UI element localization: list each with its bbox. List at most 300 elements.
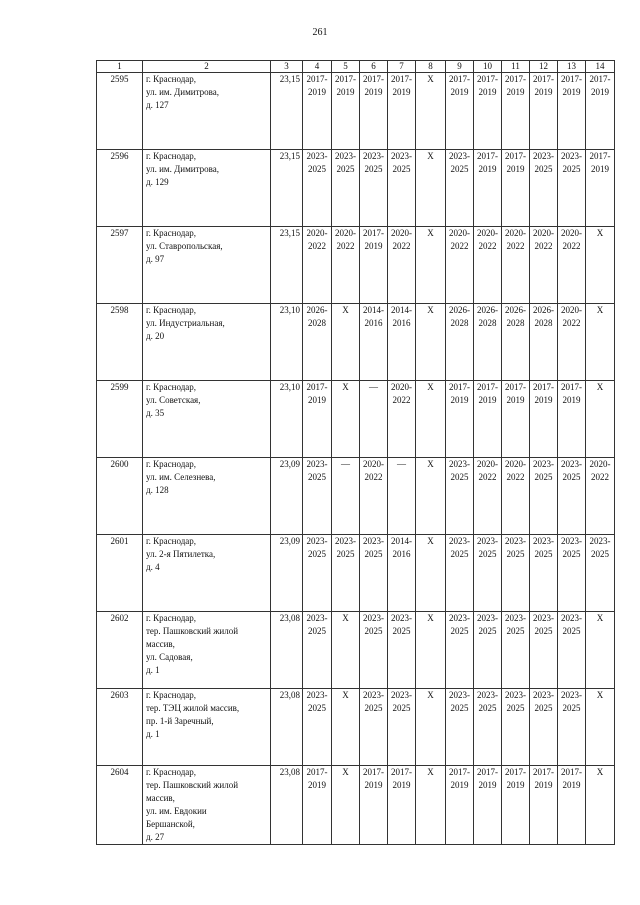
row-number: 2595 bbox=[97, 73, 143, 150]
period-cell bbox=[502, 304, 530, 381]
row-number: 2604 bbox=[97, 766, 143, 845]
address-line: ул. им. Евдокии bbox=[146, 806, 207, 816]
period-text: 2022 bbox=[506, 241, 525, 251]
period-cell bbox=[360, 304, 388, 381]
period-text: 2023- bbox=[561, 459, 582, 469]
address-line: ул. Садовая, bbox=[146, 652, 193, 662]
period-text: 2019 bbox=[364, 780, 383, 790]
period-text: 2019 bbox=[308, 87, 326, 97]
column-header: 1 bbox=[97, 61, 143, 73]
column-header: 2 bbox=[143, 61, 271, 73]
period-text: 2023- bbox=[449, 690, 470, 700]
area-cell: 23,15 bbox=[271, 73, 303, 150]
address-line: тер. Пашковский жилой bbox=[146, 626, 239, 636]
period-text: 2023- bbox=[505, 690, 526, 700]
period-cell bbox=[360, 458, 388, 535]
period-cell bbox=[530, 535, 558, 612]
address-line: д. 128 bbox=[146, 485, 169, 495]
period-cell bbox=[416, 381, 446, 458]
column-header: 11 bbox=[502, 61, 530, 73]
period-text: 2023- bbox=[561, 690, 582, 700]
period-text: 2020- bbox=[391, 228, 412, 238]
table-row bbox=[97, 304, 615, 381]
period-text: 2025 bbox=[336, 164, 355, 174]
period-cell bbox=[388, 612, 416, 689]
period-text: 2023- bbox=[533, 151, 554, 161]
period-text: 2022 bbox=[562, 318, 581, 328]
period-text: 2025 bbox=[308, 626, 326, 636]
period-cell bbox=[502, 766, 530, 845]
area-cell: 23,15 bbox=[271, 150, 303, 227]
row-number: 2601 bbox=[97, 535, 143, 612]
period-text: 2025 bbox=[364, 549, 383, 559]
period-text: 2025 bbox=[506, 703, 525, 713]
period-cell bbox=[502, 535, 530, 612]
address-line: г. Краснодар, bbox=[146, 74, 197, 84]
period-text: 2022 bbox=[392, 241, 411, 251]
period-cell bbox=[446, 304, 474, 381]
period-text: 2025 bbox=[562, 472, 581, 482]
period-text: 2017- bbox=[335, 74, 356, 84]
period-text: 2017- bbox=[533, 74, 554, 84]
column-header: 10 bbox=[474, 61, 502, 73]
period-cell bbox=[416, 304, 446, 381]
row-number: 2596 bbox=[97, 150, 143, 227]
period-cell bbox=[474, 150, 502, 227]
period-cell bbox=[416, 535, 446, 612]
period-text: 2019 bbox=[591, 87, 609, 97]
period-cell bbox=[474, 612, 502, 689]
period-text: 2014- bbox=[391, 305, 412, 315]
period-cell bbox=[530, 73, 558, 150]
period-cell bbox=[360, 381, 388, 458]
period-text: 2022 bbox=[478, 241, 497, 251]
period-text: X bbox=[342, 613, 349, 623]
period-text: X bbox=[427, 690, 434, 700]
period-cell bbox=[303, 612, 332, 689]
period-cell bbox=[446, 227, 474, 304]
period-text: 2023- bbox=[505, 613, 526, 623]
address-line: Бершанской, bbox=[146, 819, 195, 829]
address-cell bbox=[143, 689, 271, 766]
address-line: ул. Ставропольская, bbox=[146, 241, 223, 251]
period-cell bbox=[474, 689, 502, 766]
column-header: 9 bbox=[446, 61, 474, 73]
address-line: д. 97 bbox=[146, 254, 165, 264]
period-text: 2025 bbox=[534, 472, 553, 482]
address-line: ул. 2-я Пятилетка, bbox=[146, 549, 216, 559]
period-text: 2023- bbox=[505, 536, 526, 546]
period-text: 2017- bbox=[561, 382, 582, 392]
period-text: X bbox=[342, 690, 349, 700]
period-cell bbox=[416, 689, 446, 766]
register-table bbox=[96, 60, 615, 845]
period-text: 2014- bbox=[363, 305, 384, 315]
period-text: X bbox=[596, 305, 604, 315]
period-text: 2020- bbox=[449, 228, 470, 238]
table-row bbox=[97, 381, 615, 458]
period-text: 2028 bbox=[506, 318, 525, 328]
period-cell bbox=[586, 381, 615, 458]
period-cell bbox=[360, 766, 388, 845]
area-cell: 23,08 bbox=[271, 612, 303, 689]
period-cell bbox=[388, 535, 416, 612]
period-cell bbox=[558, 766, 586, 845]
period-text: 2023- bbox=[306, 459, 328, 469]
address-line: г. Краснодар, bbox=[146, 228, 197, 238]
period-text: 2020- bbox=[505, 228, 526, 238]
address-cell bbox=[143, 150, 271, 227]
address-cell bbox=[143, 73, 271, 150]
period-text: 2017- bbox=[449, 382, 470, 392]
period-text: 2017- bbox=[477, 151, 498, 161]
period-text: 2022 bbox=[308, 241, 326, 251]
period-cell bbox=[586, 304, 615, 381]
period-text: 2025 bbox=[336, 549, 355, 559]
period-cell bbox=[530, 381, 558, 458]
table-row bbox=[97, 73, 615, 150]
period-cell bbox=[303, 535, 332, 612]
period-text: 2025 bbox=[562, 626, 581, 636]
period-cell bbox=[558, 304, 586, 381]
period-text: 2019 bbox=[534, 87, 553, 97]
period-text: 2023- bbox=[533, 690, 554, 700]
period-text: 2026- bbox=[306, 305, 328, 315]
column-header: 12 bbox=[530, 61, 558, 73]
period-text: 2023- bbox=[477, 613, 498, 623]
address-line: г. Краснодар, bbox=[146, 459, 197, 469]
address-line: тер. ТЭЦ жилой массив, bbox=[146, 703, 240, 713]
table-row bbox=[97, 689, 615, 766]
period-text: 2019 bbox=[506, 780, 525, 790]
period-text: 2017- bbox=[306, 74, 328, 84]
period-cell bbox=[332, 150, 360, 227]
period-text: 2017- bbox=[505, 74, 526, 84]
period-text: 2025 bbox=[450, 626, 469, 636]
area-cell: 23,08 bbox=[271, 766, 303, 845]
period-text: 2023- bbox=[449, 459, 470, 469]
period-text: 2023- bbox=[306, 613, 328, 623]
period-cell bbox=[303, 689, 332, 766]
period-text: 2017- bbox=[561, 767, 582, 777]
period-text: 2025 bbox=[308, 472, 326, 482]
period-text: X bbox=[427, 305, 434, 315]
period-text: 2019 bbox=[478, 87, 497, 97]
address-line: д. 127 bbox=[146, 100, 169, 110]
period-cell bbox=[558, 227, 586, 304]
period-text: 2017- bbox=[363, 74, 384, 84]
table-row bbox=[97, 766, 615, 845]
period-text: 2025 bbox=[450, 549, 469, 559]
address-line: д. 20 bbox=[146, 331, 165, 341]
table-row bbox=[97, 535, 615, 612]
address-line: г. Краснодар, bbox=[146, 382, 197, 392]
address-line: ул. им. Димитрова, bbox=[146, 164, 219, 174]
period-cell bbox=[303, 304, 332, 381]
period-text: 2017- bbox=[306, 382, 328, 392]
column-header: 8 bbox=[416, 61, 446, 73]
period-text: 2023- bbox=[363, 690, 384, 700]
period-text: 2025 bbox=[450, 164, 469, 174]
period-cell bbox=[388, 381, 416, 458]
period-cell bbox=[303, 766, 332, 845]
period-cell bbox=[502, 227, 530, 304]
period-text: X bbox=[596, 382, 604, 392]
period-text: 2019 bbox=[478, 164, 497, 174]
period-text: 2023- bbox=[363, 613, 384, 623]
period-text: 2025 bbox=[534, 549, 553, 559]
period-text: 2020- bbox=[561, 305, 582, 315]
period-text: 2023- bbox=[561, 613, 582, 623]
period-cell bbox=[530, 612, 558, 689]
period-text: 2023- bbox=[363, 151, 384, 161]
header-row bbox=[97, 61, 615, 73]
period-text: 2017- bbox=[589, 151, 611, 161]
period-text: 2019 bbox=[534, 395, 553, 405]
period-text: 2019 bbox=[392, 780, 411, 790]
period-text: 2019 bbox=[562, 395, 581, 405]
period-text: 2025 bbox=[450, 703, 469, 713]
period-cell bbox=[332, 612, 360, 689]
period-text: X bbox=[427, 74, 434, 84]
address-cell bbox=[143, 612, 271, 689]
period-text: — bbox=[369, 382, 378, 392]
period-cell bbox=[360, 612, 388, 689]
period-text: 2025 bbox=[392, 164, 411, 174]
period-cell bbox=[388, 150, 416, 227]
period-text: 2025 bbox=[392, 703, 411, 713]
period-cell bbox=[558, 73, 586, 150]
period-text: 2025 bbox=[478, 626, 497, 636]
address-line: ул. Индустриальная, bbox=[146, 318, 225, 328]
period-cell bbox=[416, 612, 446, 689]
column-header: 6 bbox=[360, 61, 388, 73]
period-text: 2017- bbox=[533, 767, 554, 777]
period-text: 2023- bbox=[561, 536, 582, 546]
address-line: тер. Пашковский жилой bbox=[146, 780, 239, 790]
address-line: массив, bbox=[146, 639, 175, 649]
address-line: массив, bbox=[146, 793, 175, 803]
period-cell bbox=[332, 458, 360, 535]
period-cell bbox=[558, 612, 586, 689]
period-text: 2022 bbox=[450, 241, 469, 251]
period-text: X bbox=[596, 690, 604, 700]
period-text: 2020- bbox=[477, 459, 498, 469]
period-text: 2025 bbox=[562, 164, 581, 174]
period-cell bbox=[558, 458, 586, 535]
period-cell bbox=[586, 689, 615, 766]
address-line: д. 1 bbox=[146, 665, 160, 675]
period-text: 2023- bbox=[391, 613, 412, 623]
period-text: 2025 bbox=[534, 626, 553, 636]
period-cell bbox=[558, 381, 586, 458]
period-text: 2026- bbox=[505, 305, 526, 315]
table-row bbox=[97, 458, 615, 535]
table-body bbox=[97, 61, 615, 845]
period-cell bbox=[446, 766, 474, 845]
address-cell bbox=[143, 535, 271, 612]
period-text: 2023- bbox=[391, 690, 412, 700]
period-cell bbox=[558, 689, 586, 766]
period-text: 2016 bbox=[392, 549, 411, 559]
column-header: 13 bbox=[558, 61, 586, 73]
period-cell bbox=[474, 766, 502, 845]
period-text: 2022 bbox=[336, 241, 355, 251]
period-text: 2023- bbox=[477, 536, 498, 546]
column-header: 4 bbox=[303, 61, 332, 73]
period-text: 2019 bbox=[308, 395, 326, 405]
period-text: 2022 bbox=[562, 241, 581, 251]
area-cell: 23,10 bbox=[271, 381, 303, 458]
period-cell bbox=[332, 227, 360, 304]
period-cell bbox=[388, 227, 416, 304]
period-cell bbox=[416, 150, 446, 227]
period-cell bbox=[558, 150, 586, 227]
period-cell bbox=[388, 766, 416, 845]
period-text: 2016 bbox=[392, 318, 411, 328]
period-cell bbox=[360, 73, 388, 150]
period-text: 2025 bbox=[506, 549, 525, 559]
period-cell bbox=[360, 535, 388, 612]
address-line: г. Краснодар, bbox=[146, 690, 197, 700]
period-text: 2017- bbox=[391, 767, 412, 777]
period-cell bbox=[388, 73, 416, 150]
period-text: 2019 bbox=[450, 87, 469, 97]
period-text: 2017- bbox=[477, 74, 498, 84]
period-text: X bbox=[427, 151, 434, 161]
period-cell bbox=[530, 150, 558, 227]
area-cell: 23,10 bbox=[271, 304, 303, 381]
period-text: 2017- bbox=[449, 74, 470, 84]
column-header: 14 bbox=[586, 61, 615, 73]
period-text: 2017- bbox=[449, 767, 470, 777]
address-cell bbox=[143, 766, 271, 845]
period-text: X bbox=[342, 382, 349, 392]
period-cell bbox=[586, 535, 615, 612]
period-text: 2019 bbox=[562, 780, 581, 790]
address-line: г. Краснодар, bbox=[146, 305, 197, 315]
period-text: 2020- bbox=[505, 459, 526, 469]
period-cell bbox=[303, 227, 332, 304]
period-text: 2020- bbox=[533, 228, 554, 238]
period-text: 2025 bbox=[562, 703, 581, 713]
address-line: ул. им. Димитрова, bbox=[146, 87, 219, 97]
period-cell bbox=[502, 73, 530, 150]
period-cell bbox=[530, 458, 558, 535]
column-header: 5 bbox=[332, 61, 360, 73]
period-text: 2023- bbox=[561, 151, 582, 161]
period-cell bbox=[502, 689, 530, 766]
period-text: 2025 bbox=[534, 164, 553, 174]
address-cell bbox=[143, 458, 271, 535]
period-cell bbox=[332, 766, 360, 845]
period-cell bbox=[332, 381, 360, 458]
period-text: 2017- bbox=[589, 74, 611, 84]
period-cell bbox=[303, 381, 332, 458]
table-row bbox=[97, 227, 615, 304]
row-number: 2603 bbox=[97, 689, 143, 766]
period-cell bbox=[446, 73, 474, 150]
address-line: пр. 1-й Заречный, bbox=[146, 716, 214, 726]
area-cell: 23,09 bbox=[271, 535, 303, 612]
period-cell bbox=[586, 612, 615, 689]
period-text: 2023- bbox=[363, 536, 384, 546]
period-text: 2017- bbox=[505, 151, 526, 161]
period-cell bbox=[303, 458, 332, 535]
address-cell bbox=[143, 381, 271, 458]
period-text: 2025 bbox=[308, 703, 326, 713]
period-cell bbox=[446, 689, 474, 766]
period-text: 2017- bbox=[391, 74, 412, 84]
page-number: 261 bbox=[312, 27, 328, 38]
period-text: 2019 bbox=[364, 87, 383, 97]
row-number: 2602 bbox=[97, 612, 143, 689]
period-cell bbox=[332, 689, 360, 766]
period-text: 2022 bbox=[478, 472, 497, 482]
area-cell: 23,08 bbox=[271, 689, 303, 766]
period-text: 2017- bbox=[363, 767, 384, 777]
period-text: 2023- bbox=[449, 151, 470, 161]
row-number: 2597 bbox=[97, 227, 143, 304]
period-text: X bbox=[427, 767, 434, 777]
period-cell bbox=[530, 766, 558, 845]
period-text: 2017- bbox=[561, 74, 582, 84]
period-cell bbox=[586, 73, 615, 150]
period-cell bbox=[446, 535, 474, 612]
period-text: X bbox=[427, 459, 434, 469]
period-cell bbox=[446, 150, 474, 227]
period-cell bbox=[474, 227, 502, 304]
period-text: 2025 bbox=[506, 626, 525, 636]
period-text: 2023- bbox=[477, 690, 498, 700]
period-text: 2020- bbox=[335, 228, 356, 238]
period-cell bbox=[416, 766, 446, 845]
period-text: 2022 bbox=[591, 472, 609, 482]
period-cell bbox=[332, 304, 360, 381]
period-text: X bbox=[342, 767, 349, 777]
period-text: 2023- bbox=[449, 613, 470, 623]
address-line: ул. Советская, bbox=[146, 395, 201, 405]
period-cell bbox=[332, 73, 360, 150]
period-text: 2025 bbox=[364, 164, 383, 174]
period-text: X bbox=[427, 613, 434, 623]
period-text: 2017- bbox=[533, 382, 554, 392]
period-text: 2017- bbox=[363, 228, 384, 238]
column-header: 3 bbox=[271, 61, 303, 73]
period-text: X bbox=[427, 536, 434, 546]
period-text: 2019 bbox=[450, 780, 469, 790]
period-text: 2025 bbox=[591, 549, 609, 559]
column-header: 7 bbox=[388, 61, 416, 73]
period-text: 2017- bbox=[477, 767, 498, 777]
address-line: д. 129 bbox=[146, 177, 169, 187]
period-cell bbox=[360, 150, 388, 227]
address-cell bbox=[143, 227, 271, 304]
address-line: ул. им. Селезнева, bbox=[146, 472, 216, 482]
period-text: 2020- bbox=[561, 228, 582, 238]
period-text: 2017- bbox=[306, 767, 328, 777]
period-cell bbox=[474, 535, 502, 612]
period-text: 2028 bbox=[478, 318, 497, 328]
period-text: 2022 bbox=[364, 472, 383, 482]
period-cell bbox=[446, 458, 474, 535]
period-text: X bbox=[596, 228, 604, 238]
period-cell bbox=[446, 381, 474, 458]
period-text: 2020- bbox=[589, 459, 611, 469]
table-row bbox=[97, 150, 615, 227]
period-text: 2019 bbox=[506, 395, 525, 405]
area-cell: 23,15 bbox=[271, 227, 303, 304]
